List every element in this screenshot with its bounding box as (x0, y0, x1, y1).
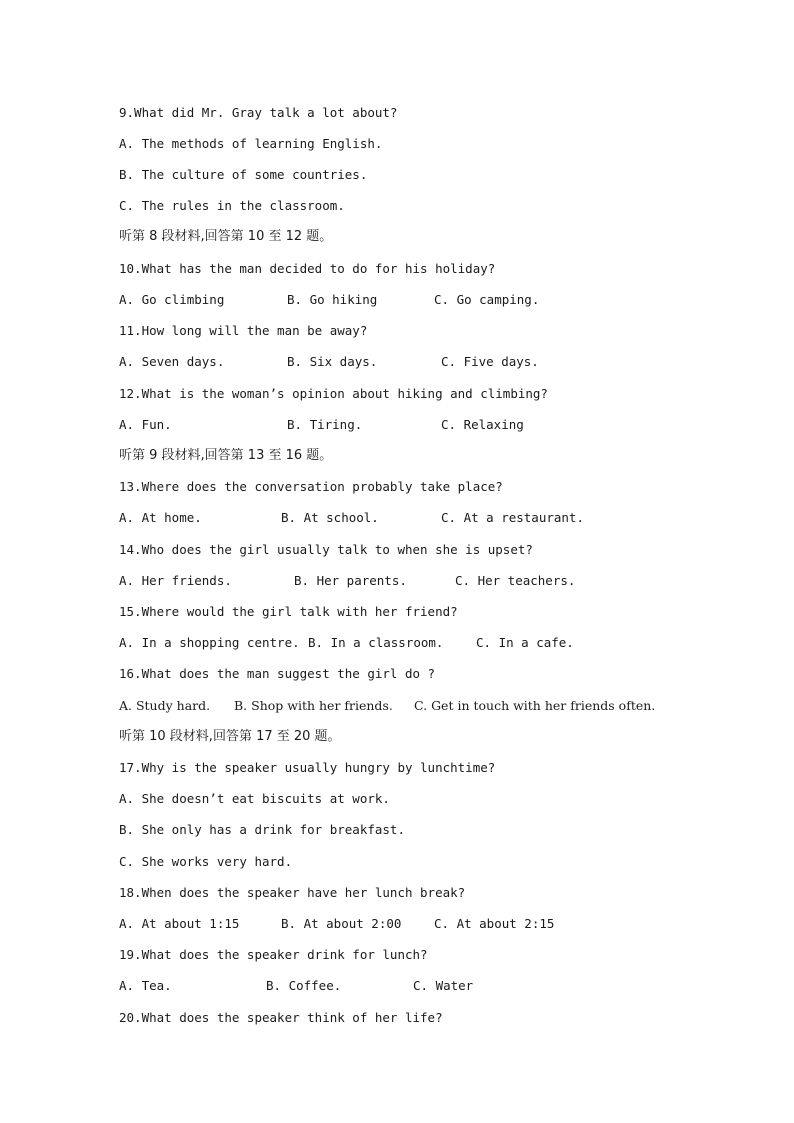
question-10-stem: 10.What has the man decided to do for his holiday? (119, 261, 496, 276)
question-10-option-b: B. Go hiking (287, 292, 378, 307)
question-13-option-c: C. At a restaurant. (441, 510, 584, 525)
question-11-option-c: C. Five days. (441, 354, 539, 369)
question-10-option-c: C. Go camping. (434, 292, 540, 307)
question-11-option-b: B. Six days. (287, 354, 378, 369)
section-10-heading: 听第 10 段材料,回答第 17 至 20 题。 (119, 729, 341, 744)
question-9-option-b: B. The culture of some countries. (119, 167, 368, 182)
question-16-stem: 16.What does the man suggest the girl do ? (119, 666, 436, 681)
question-17-option-b: B. She only has a drink for breakfast. (119, 822, 405, 837)
question-12-option-c: C. Relaxing (441, 417, 524, 432)
question-17-option-c: C. She works very hard. (119, 854, 293, 869)
question-10-option-a: A. Go climbing (119, 292, 225, 307)
question-14-option-b: B. Her parents. (294, 573, 407, 588)
question-15-option-b: B. In a classroom. (308, 635, 444, 650)
question-14-option-c: C. Her teachers. (455, 573, 576, 588)
question-17-option-a: A. She doesn’t eat biscuits at work. (119, 791, 390, 806)
question-12-stem: 12.What is the woman’s opinion about hiking and climbing? (119, 386, 548, 401)
question-11-stem: 11.How long will the man be away? (119, 323, 368, 338)
question-18-stem: 18.When does the speaker have her lunch break? (119, 885, 466, 900)
question-19-option-c: C. Water (413, 978, 474, 993)
question-18-option-b: B. At about 2:00 (281, 916, 402, 931)
question-20-stem: 20.What does the speaker think of her life? (119, 1010, 443, 1025)
question-19-option-b: B. Coffee. (266, 978, 342, 993)
question-16-option-b: B. Shop with her friends. (234, 698, 393, 713)
question-9-option-a: A. The methods of learning English. (119, 136, 383, 151)
question-11-option-a: A. Seven days. (119, 354, 225, 369)
section-9-heading: 听第 9 段材料,回答第 13 至 16 题。 (119, 448, 333, 463)
question-9-stem: 9.What did Mr. Gray talk a lot about? (119, 105, 398, 120)
question-15-option-a: A. In a shopping centre. (119, 635, 300, 650)
question-16-option-c: C. Get in touch with her friends often. (414, 698, 656, 713)
question-13-option-a: A. At home. (119, 510, 202, 525)
question-15-option-c: C. In a cafe. (476, 635, 574, 650)
question-15-stem: 15.Where would the girl talk with her friend? (119, 604, 458, 619)
question-14-option-a: A. Her friends. (119, 573, 232, 588)
question-13-stem: 13.Where does the conversation probably take place? (119, 479, 503, 494)
question-12-option-a: A. Fun. (119, 417, 172, 432)
question-18-option-a: A. At about 1:15 (119, 916, 240, 931)
question-16-option-a: A. Study hard. (119, 698, 211, 713)
question-18-option-c: C. At about 2:15 (434, 916, 555, 931)
question-19-stem: 19.What does the speaker drink for lunch? (119, 947, 428, 962)
question-12-option-b: B. Tiring. (287, 417, 363, 432)
question-14-stem: 14.Who does the girl usually talk to when she is upset? (119, 542, 533, 557)
question-17-stem: 17.Why is the speaker usually hungry by lunchtime? (119, 760, 496, 775)
question-13-option-b: B. At school. (281, 510, 379, 525)
question-9-option-c: C. The rules in the classroom. (119, 198, 345, 213)
section-8-heading: 听第 8 段材料,回答第 10 至 12 题。 (119, 229, 333, 244)
question-19-option-a: A. Tea. (119, 978, 172, 993)
